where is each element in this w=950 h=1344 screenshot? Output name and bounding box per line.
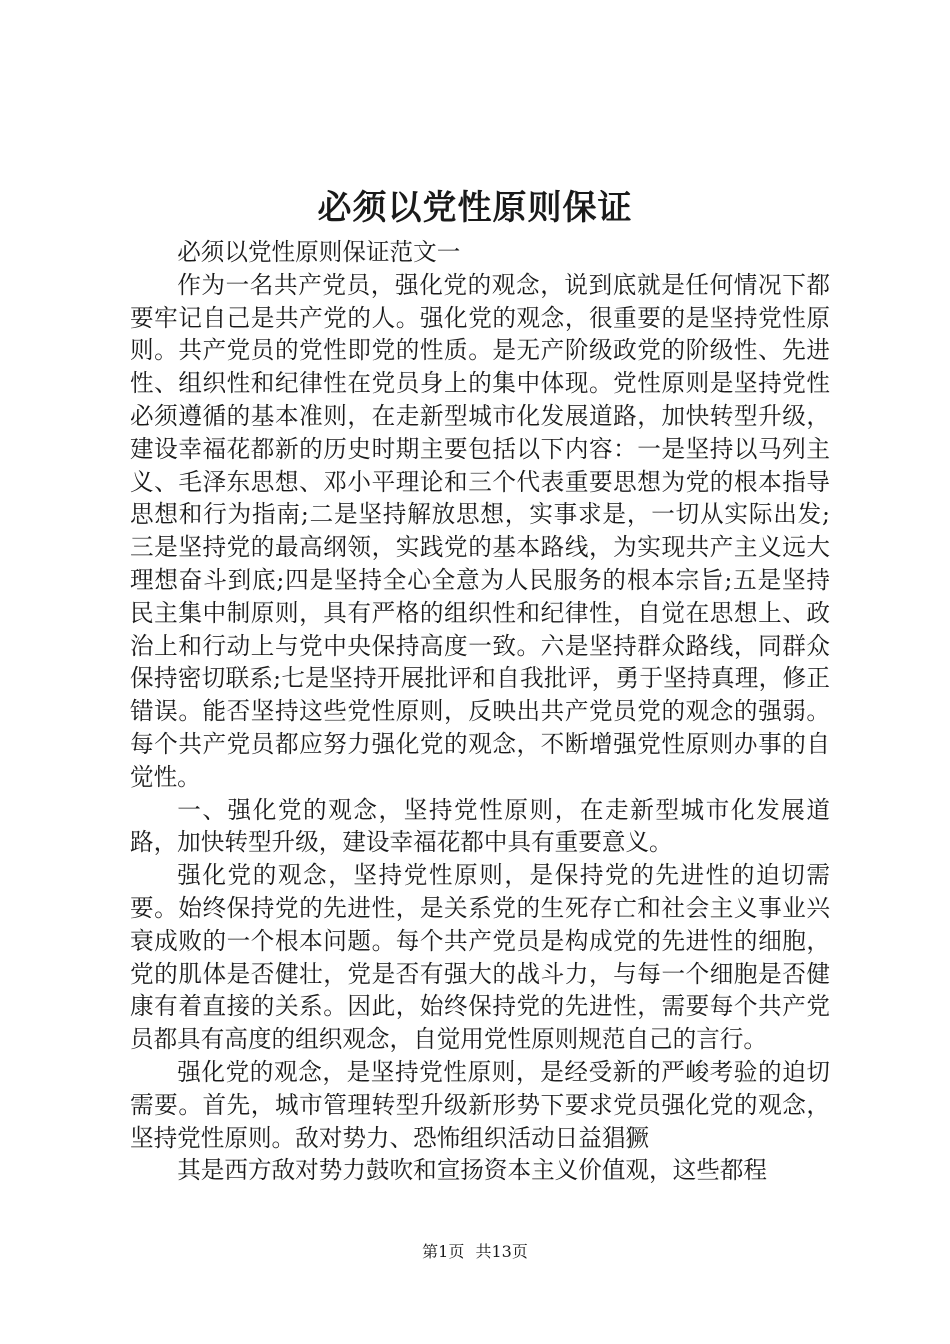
document-title: 必须以党性原则保证 [317, 188, 633, 228]
paragraph: 强化党的观念，是坚持党性原则，是经受新的严峻考验的迫切需要。首先，城市管理转型升级新形势下要求党员强化党的观念，坚持党性原则。敌对势力、恐怖组织活动日益猖獗 [130, 1057, 830, 1152]
paragraph: 其是西方敌对势力鼓吹和宣扬资本主义价值观，这些都程 [177, 1156, 768, 1185]
paragraph-section-heading: 一、强化党的观念，坚持党性原则，在走新型城市化发展道路，加快转型升级，建设幸福花都中具有重要意义。 [130, 795, 830, 857]
paragraph-subtitle: 必须以党性原则保证范文一 [177, 238, 461, 266]
document-body [130, 236, 830, 1187]
paragraph: 强化党的观念，坚持党性原则，是保持党的先进性的迫切需要。始终保持党的先进性，是关系党的生死存亡和社会主义事业兴衰成败的一个根本问题。每个共产党员是构成党的先进性的细胞，党的肌体是否健壮，党是否有强大的战斗力，与每一个细胞是否健康有着直接的关系。因此，始终保持党的先进性，需要每个共产党员都具有高度的组织观念，自觉用党性原则规范自己的言行。 [130, 861, 830, 1054]
paragraph: 作为一名共产党员，强化党的观念，说到底就是任何情况下都要牢记自己是共产党的人。强化党的观念，很重要的是坚持党性原则。共产党员的党性即党的性质。是无产阶级政党的阶级性、先进性、组织性和纪律性在党员身上的集中体现。党性原则是坚持党性必须遵循的基本准则，在走新型城市化发展道路，加快转型升级，建设幸福花都新的历史时期主要包括以下内容：一是坚持以马列主义、毛泽东思想、邓小平理论和三个代表重要思想为党的根本指导思想和行为指南;二是坚持解放思想，实事求是，一切从实际出发;三是坚持党的最高纲领，实践党的基本路线，为实现共产主义远大理想奋斗到底;四是坚持全心全意为人民服务的根本宗旨;五是坚持民主集中制原则，具有严格的组织性和纪律性，自觉在思想上、政治上和行动上与党中央保持高度一致。六是坚持群众路线，同群众保持密切联系;七是坚持开展批评和自我批评，勇于坚持真理，修正错误。能否坚持这些党性原则，反映出共产党员党的观念的强弱。每个共产党员都应努力强化党的观念，不断增强党性原则办事的自觉性。 [130, 270, 830, 791]
page-footer [0, 1241, 950, 1263]
page-total: 共13页 [475, 1242, 528, 1261]
page-number: 第1页 [422, 1242, 465, 1261]
